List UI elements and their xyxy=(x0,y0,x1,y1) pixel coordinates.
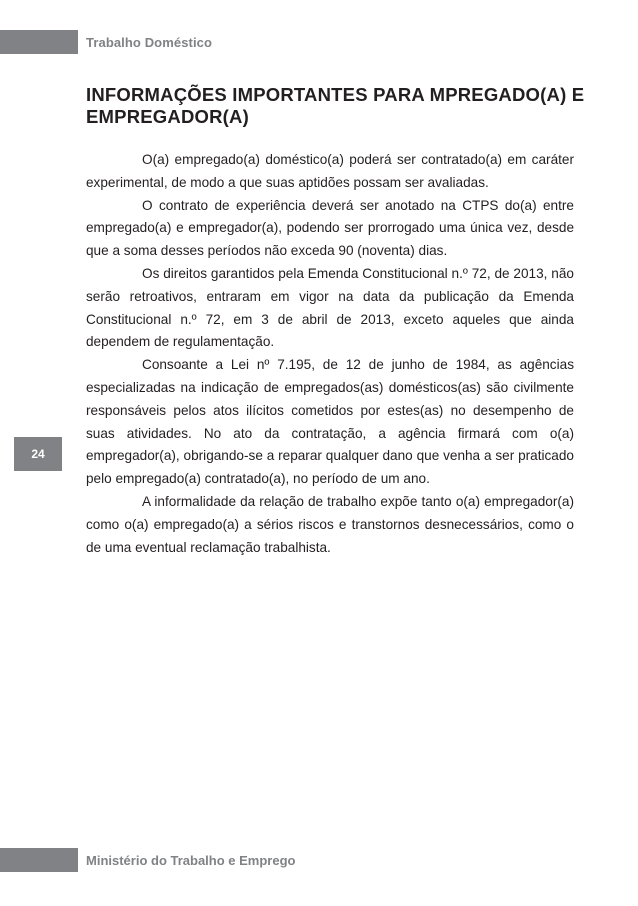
paragraph: A informalidade da relação de trabalho expõe tanto o(a) empregador(a) como o(a) empregado(a) a sérios riscos e transtornos desnecessários, como o de uma eventual reclamação trabalhista. xyxy=(86,493,574,555)
header-bar xyxy=(0,30,78,54)
paragraph: Consoante a Lei nº 7.195, de 12 de junho de 1984, as agências especializadas na indicação de empregados(as) domésticos(as) são civilmente responsáveis pelos atos ilícitos cometidos por estes(as) no desempenho de suas atividades. No ato da contratação, a agência firmará com o(a) empregador(a), obrigando-se a reparar qualquer dano que venha a ser praticado pelo empregado(a) contratado(a), no período de um ano. xyxy=(86,357,574,487)
paragraph: O(a) empregado(a) doméstico(a) poderá ser contratado(a) em caráter experimental, de modo a que suas aptidões possam ser avaliadas. xyxy=(86,152,574,190)
page-number: 24 xyxy=(14,437,62,471)
footer-bar xyxy=(0,848,78,872)
section-heading: INFORMAÇÕES IMPORTANTES PARA MPREGADO(A) E EMPREGADOR(A) xyxy=(86,84,585,127)
running-header-title: Trabalho Doméstico xyxy=(86,35,213,50)
running-footer-title: Ministério do Trabalho e Emprego xyxy=(86,853,296,868)
paragraph: Os direitos garantidos pela Emenda Constitucional n.º 72, de 2013, não serão retroativos, entraram em vigor na data da publicação da Emenda Constitucional n.º 72, em 3 de abril de 2013, exceto aqueles que ainda dependem de regulamentação. xyxy=(86,265,574,350)
body-text xyxy=(86,149,574,559)
paragraph: O contrato de experiência deverá ser anotado na CTPS do(a) entre empregado(a) e empregador(a), podendo ser prorrogado uma única vez, desde que a soma desses períodos não exceda 90 (noventa) dias. xyxy=(86,197,574,259)
